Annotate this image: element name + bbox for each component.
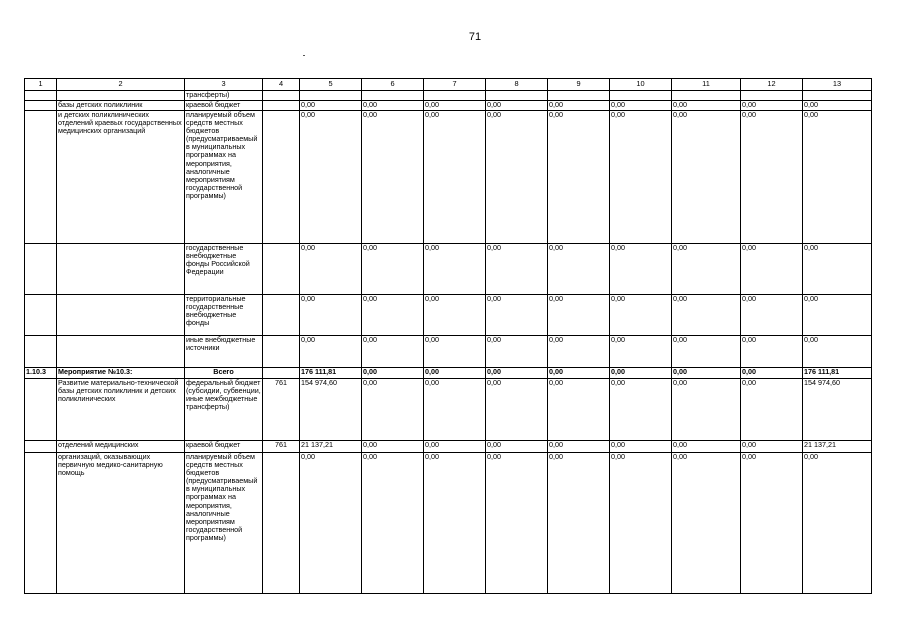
funding-source-cell: краевой бюджет <box>185 441 263 453</box>
header-cell: 6 <box>362 79 424 91</box>
row-number-cell: 1.10.3 <box>25 368 57 379</box>
value-cell: 0,00 <box>486 101 548 111</box>
value-cell: 0,00 <box>610 244 672 295</box>
description-cell <box>57 295 185 336</box>
row-number-cell <box>25 441 57 453</box>
value-cell: 0,00 <box>486 453 548 594</box>
description-cell: и детских поликлинических отделений краевых государственных медицинских организаций <box>57 111 185 244</box>
value-cell: 0,00 <box>610 379 672 441</box>
value-cell: 0,00 <box>741 336 803 368</box>
row-number-cell <box>25 91 57 101</box>
scan-speck <box>303 55 305 56</box>
header-cell: 10 <box>610 79 672 91</box>
code-cell <box>263 453 300 594</box>
funding-source-cell: федеральный бюджет (субсидии, субвенции, иные межбюджетные трансферты) <box>185 379 263 441</box>
funding-source-cell: иные внебюджетные источники <box>185 336 263 368</box>
table-row <box>25 441 872 453</box>
value-cell: 0,00 <box>741 441 803 453</box>
value-cell: 0,00 <box>741 111 803 244</box>
value-cell: 0,00 <box>486 441 548 453</box>
value-cell: 0,00 <box>803 111 872 244</box>
value-cell: 0,00 <box>548 111 610 244</box>
value-cell <box>300 91 362 101</box>
value-cell: 0,00 <box>672 101 741 111</box>
value-cell: 0,00 <box>486 244 548 295</box>
value-cell <box>803 91 872 101</box>
value-cell: 0,00 <box>486 336 548 368</box>
value-cell: 176 111,81 <box>300 368 362 379</box>
header-cell: 9 <box>548 79 610 91</box>
value-cell: 0,00 <box>300 295 362 336</box>
value-cell: 0,00 <box>803 244 872 295</box>
page-number: 71 <box>468 31 482 43</box>
value-cell <box>424 91 486 101</box>
row-number-cell <box>25 379 57 441</box>
value-cell: 176 111,81 <box>803 368 872 379</box>
value-cell: 154 974,60 <box>803 379 872 441</box>
row-number-cell <box>25 336 57 368</box>
value-cell: 0,00 <box>803 336 872 368</box>
code-cell <box>263 91 300 101</box>
table-row <box>25 91 872 101</box>
value-cell: 0,00 <box>362 111 424 244</box>
code-cell <box>263 101 300 111</box>
value-cell <box>672 91 741 101</box>
code-cell: 761 <box>263 441 300 453</box>
value-cell: 0,00 <box>548 101 610 111</box>
value-cell: 0,00 <box>741 101 803 111</box>
value-cell <box>741 91 803 101</box>
value-cell: 0,00 <box>803 453 872 594</box>
value-cell: 0,00 <box>300 111 362 244</box>
value-cell: 0,00 <box>486 295 548 336</box>
value-cell: 0,00 <box>610 295 672 336</box>
row-number-cell <box>25 295 57 336</box>
value-cell <box>610 91 672 101</box>
value-cell: 0,00 <box>610 111 672 244</box>
value-cell: 0,00 <box>362 368 424 379</box>
header-cell: 7 <box>424 79 486 91</box>
funding-source-cell: планируемый объем средств местных бюджетов (предусматриваемый в муниципальных программах на мероприятия, аналогичные мероприятиям государственной программы) <box>185 111 263 244</box>
value-cell: 0,00 <box>803 101 872 111</box>
value-cell: 0,00 <box>362 101 424 111</box>
value-cell: 0,00 <box>548 453 610 594</box>
value-cell: 0,00 <box>424 453 486 594</box>
code-cell <box>263 244 300 295</box>
description-cell: организаций, оказывающих первичную медико-санитарную помощь <box>57 453 185 594</box>
value-cell: 0,00 <box>362 379 424 441</box>
value-cell: 0,00 <box>672 295 741 336</box>
value-cell: 21 137,21 <box>803 441 872 453</box>
value-cell <box>548 91 610 101</box>
value-cell: 0,00 <box>548 336 610 368</box>
value-cell: 0,00 <box>300 101 362 111</box>
value-cell <box>486 91 548 101</box>
header-row <box>25 79 872 91</box>
value-cell: 0,00 <box>424 111 486 244</box>
budget-table <box>24 78 872 594</box>
value-cell: 0,00 <box>362 453 424 594</box>
value-cell: 0,00 <box>362 295 424 336</box>
header-cell: 5 <box>300 79 362 91</box>
value-cell: 0,00 <box>300 244 362 295</box>
value-cell: 0,00 <box>610 336 672 368</box>
value-cell: 0,00 <box>548 441 610 453</box>
header-cell: 13 <box>803 79 872 91</box>
value-cell: 0,00 <box>362 336 424 368</box>
value-cell: 0,00 <box>424 244 486 295</box>
value-cell: 0,00 <box>486 111 548 244</box>
value-cell: 0,00 <box>424 441 486 453</box>
header-cell: 12 <box>741 79 803 91</box>
code-cell: 761 <box>263 379 300 441</box>
value-cell: 0,00 <box>362 244 424 295</box>
table-row <box>25 244 872 295</box>
value-cell: 0,00 <box>610 368 672 379</box>
header-cell: 4 <box>263 79 300 91</box>
description-cell: Развитие материально-технической базы детских поликлиник и детских поликлинических <box>57 379 185 441</box>
value-cell: 0,00 <box>548 379 610 441</box>
description-cell: Мероприятие №10.3: <box>57 368 185 379</box>
funding-source-cell: территориальные государственные внебюджетные фонды <box>185 295 263 336</box>
funding-source-cell: краевой бюджет <box>185 101 263 111</box>
value-cell: 0,00 <box>300 453 362 594</box>
value-cell: 0,00 <box>424 336 486 368</box>
value-cell: 0,00 <box>610 101 672 111</box>
table-row <box>25 379 872 441</box>
header-cell: 11 <box>672 79 741 91</box>
table-row <box>25 453 872 594</box>
value-cell: 0,00 <box>672 111 741 244</box>
value-cell: 0,00 <box>741 295 803 336</box>
value-cell: 0,00 <box>300 336 362 368</box>
value-cell: 0,00 <box>741 244 803 295</box>
header-cell: 1 <box>25 79 57 91</box>
value-cell: 0,00 <box>672 244 741 295</box>
code-cell <box>263 336 300 368</box>
row-number-cell <box>25 453 57 594</box>
value-cell: 0,00 <box>424 368 486 379</box>
value-cell: 21 137,21 <box>300 441 362 453</box>
description-cell <box>57 336 185 368</box>
code-cell <box>263 295 300 336</box>
description-cell: отделений медицинских <box>57 441 185 453</box>
value-cell: 0,00 <box>741 368 803 379</box>
code-cell <box>263 111 300 244</box>
header-cell: 3 <box>185 79 263 91</box>
table-row <box>25 336 872 368</box>
value-cell: 0,00 <box>610 453 672 594</box>
value-cell: 0,00 <box>486 379 548 441</box>
value-cell: 0,00 <box>803 295 872 336</box>
description-cell <box>57 91 185 101</box>
funding-source-cell: трансферты) <box>185 91 263 101</box>
row-number-cell <box>25 244 57 295</box>
value-cell: 0,00 <box>672 368 741 379</box>
row-number-cell <box>25 111 57 244</box>
value-cell: 0,00 <box>548 244 610 295</box>
table-row <box>25 295 872 336</box>
value-cell: 0,00 <box>424 101 486 111</box>
value-cell: 0,00 <box>424 295 486 336</box>
row-number-cell <box>25 101 57 111</box>
code-cell <box>263 368 300 379</box>
value-cell: 0,00 <box>362 441 424 453</box>
value-cell: 0,00 <box>548 368 610 379</box>
description-cell <box>57 244 185 295</box>
value-cell: 0,00 <box>548 295 610 336</box>
value-cell: 0,00 <box>424 379 486 441</box>
value-cell: 0,00 <box>741 379 803 441</box>
funding-source-cell: государственные внебюджетные фонды Российской Федерации <box>185 244 263 295</box>
value-cell: 0,00 <box>672 379 741 441</box>
value-cell: 154 974,60 <box>300 379 362 441</box>
table-row <box>25 101 872 111</box>
table-row <box>25 368 872 379</box>
value-cell: 0,00 <box>486 368 548 379</box>
funding-source-cell: планируемый объем средств местных бюджетов (предусматриваемый в муниципальных программах на мероприятия, аналогичные мероприятиям государственной программы) <box>185 453 263 594</box>
value-cell: 0,00 <box>610 441 672 453</box>
value-cell: 0,00 <box>672 336 741 368</box>
description-cell: базы детских поликлиник <box>57 101 185 111</box>
value-cell: 0,00 <box>672 441 741 453</box>
table-row <box>25 111 872 244</box>
value-cell: 0,00 <box>672 453 741 594</box>
header-cell: 8 <box>486 79 548 91</box>
value-cell <box>362 91 424 101</box>
value-cell: 0,00 <box>741 453 803 594</box>
funding-source-cell: Всего <box>185 368 263 379</box>
header-cell: 2 <box>57 79 185 91</box>
